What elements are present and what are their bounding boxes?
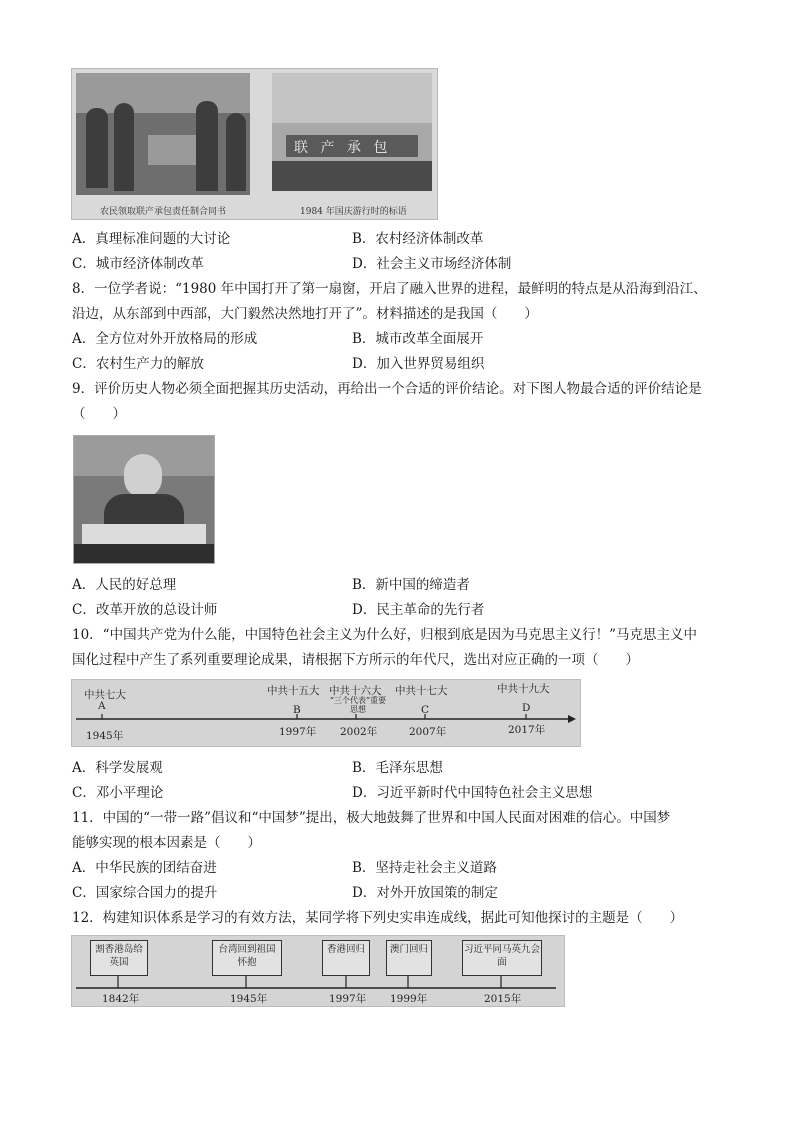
q12-year-1945: 1945年 bbox=[230, 993, 268, 1005]
q10-stem-line1: 10．“中国共产党为什么能，中国特色社会主义为什么好，归根到底是因为马克思主义行！”马克思主义中 bbox=[72, 627, 697, 643]
parade-photo bbox=[272, 73, 432, 191]
q8-option-b[interactable]: B．城市改革全面展开 bbox=[352, 331, 484, 347]
caption-left: 农民领取联产承包责任制合同书 bbox=[100, 207, 227, 217]
tl-point-d: D bbox=[522, 702, 531, 714]
parade-banner-text: 联 产 承 包 bbox=[294, 140, 392, 156]
q9-stem-line2: （ ） bbox=[72, 406, 126, 422]
q7-option-a[interactable]: A．真理标准问题的大讨论 bbox=[72, 231, 231, 247]
tl-label-16th: 中共十六大 bbox=[329, 685, 382, 697]
tl-label-15th: 中共十五大 bbox=[267, 685, 320, 697]
q8-stem-line1: 8．一位学者说：“1980 年中国打开了第一扇窗，开启了融入世界的进程，最鲜明的特点是从沿海到沿江、 bbox=[72, 281, 707, 297]
event-macau-return: 澳门回归 bbox=[386, 940, 432, 976]
q8-stem-line2: 沿边，从东部到中西部，大门毅然决然地打开了”。材料描述的是我国（ ） bbox=[72, 306, 538, 322]
tl-year-1945: 1945年 bbox=[86, 730, 124, 742]
q7-option-d[interactable]: D．社会主义市场经济体制 bbox=[352, 256, 512, 272]
q11-option-c[interactable]: C．国家综合国力的提升 bbox=[72, 885, 218, 901]
tl-label-7th: 中共七大 bbox=[84, 689, 126, 701]
q12-timeline bbox=[71, 935, 565, 1007]
q10-stem-line2: 国化过程中产生了系列重要理论成果，请根据下方所示的年代尺，选出对应正确的一项（ ） bbox=[72, 652, 639, 668]
q11-stem-line2: 能够实现的根本因素是（ ） bbox=[72, 835, 261, 851]
tl-label-19th: 中共十九大 bbox=[497, 683, 550, 695]
tl-label-17th: 中共十七大 bbox=[395, 685, 448, 697]
q9-option-b[interactable]: B．新中国的缔造者 bbox=[352, 577, 470, 593]
portrait-photo bbox=[73, 435, 215, 564]
q8-option-a[interactable]: A．全方位对外开放格局的形成 bbox=[72, 331, 258, 347]
q9-option-c[interactable]: C．改革开放的总设计师 bbox=[72, 602, 218, 618]
q12-year-1999: 1999年 bbox=[390, 993, 428, 1005]
event-hong-kong-ceded: 割香港岛给英国 bbox=[90, 940, 148, 976]
q7-option-c[interactable]: C．城市经济体制改革 bbox=[72, 256, 204, 272]
q12-year-1842: 1842年 bbox=[102, 993, 140, 1005]
tl-year-1997: 1997年 bbox=[279, 726, 317, 738]
q12-stem: 12．构建知识体系是学习的有效方法，某同学将下列史实串连成线，据此可知他探讨的主题是（ ） bbox=[72, 910, 684, 926]
q7-photo-strip bbox=[71, 68, 438, 220]
q10-option-c[interactable]: C．邓小平理论 bbox=[72, 785, 164, 801]
q9-option-d[interactable]: D．民主革命的先行者 bbox=[352, 602, 485, 618]
q11-option-a[interactable]: A．中华民族的团结奋进 bbox=[72, 860, 217, 876]
q8-option-d[interactable]: D．加入世界贸易组织 bbox=[352, 356, 485, 372]
q11-option-b[interactable]: B．坚持走社会主义道路 bbox=[352, 860, 497, 876]
event-hong-kong-return: 香港回归 bbox=[322, 940, 370, 976]
q12-year-2015: 2015年 bbox=[484, 993, 522, 1005]
q9-stem-line1: 9．评价历史人物必须全面把握其历史活动，再给出一个合适的评价结论。对下图人物最合适的评价结论是 bbox=[72, 381, 702, 397]
q10-option-b[interactable]: B．毛泽东思想 bbox=[352, 760, 443, 776]
q8-option-c[interactable]: C．农村生产力的解放 bbox=[72, 356, 204, 372]
q12-year-1997: 1997年 bbox=[329, 993, 367, 1005]
tl-note-three-represents: “三个代表”重要思想 bbox=[329, 696, 387, 714]
q9-option-a[interactable]: A．人民的好总理 bbox=[72, 577, 177, 593]
q10-option-a[interactable]: A．科学发展观 bbox=[72, 760, 163, 776]
tl-year-2002: 2002年 bbox=[340, 726, 378, 738]
farmers-contract-photo bbox=[76, 73, 250, 195]
q10-option-d[interactable]: D．习近平新时代中国特色社会主义思想 bbox=[352, 785, 593, 801]
tl-point-c: C bbox=[421, 704, 430, 716]
tl-point-a: A bbox=[98, 700, 106, 712]
tl-year-2017: 2017年 bbox=[508, 724, 546, 736]
q11-stem-line1: 11．中国的“一带一路”倡议和“中国梦”提出，极大地鼓舞了世界和中国人民面对困难的信心。中国梦 bbox=[72, 810, 671, 826]
event-taiwan-returned: 台湾回到祖国怀抱 bbox=[212, 940, 282, 976]
q10-timeline bbox=[71, 679, 581, 747]
q11-option-d[interactable]: D．对外开放国策的制定 bbox=[352, 885, 498, 901]
q7-option-b[interactable]: B．农村经济体制改革 bbox=[352, 231, 484, 247]
event-xi-ma-meeting: 习近平同马英九会面 bbox=[462, 940, 542, 976]
tl-point-b: B bbox=[293, 704, 301, 716]
caption-right: 1984 年国庆游行时的标语 bbox=[300, 207, 407, 217]
tl-year-2007: 2007年 bbox=[409, 726, 447, 738]
